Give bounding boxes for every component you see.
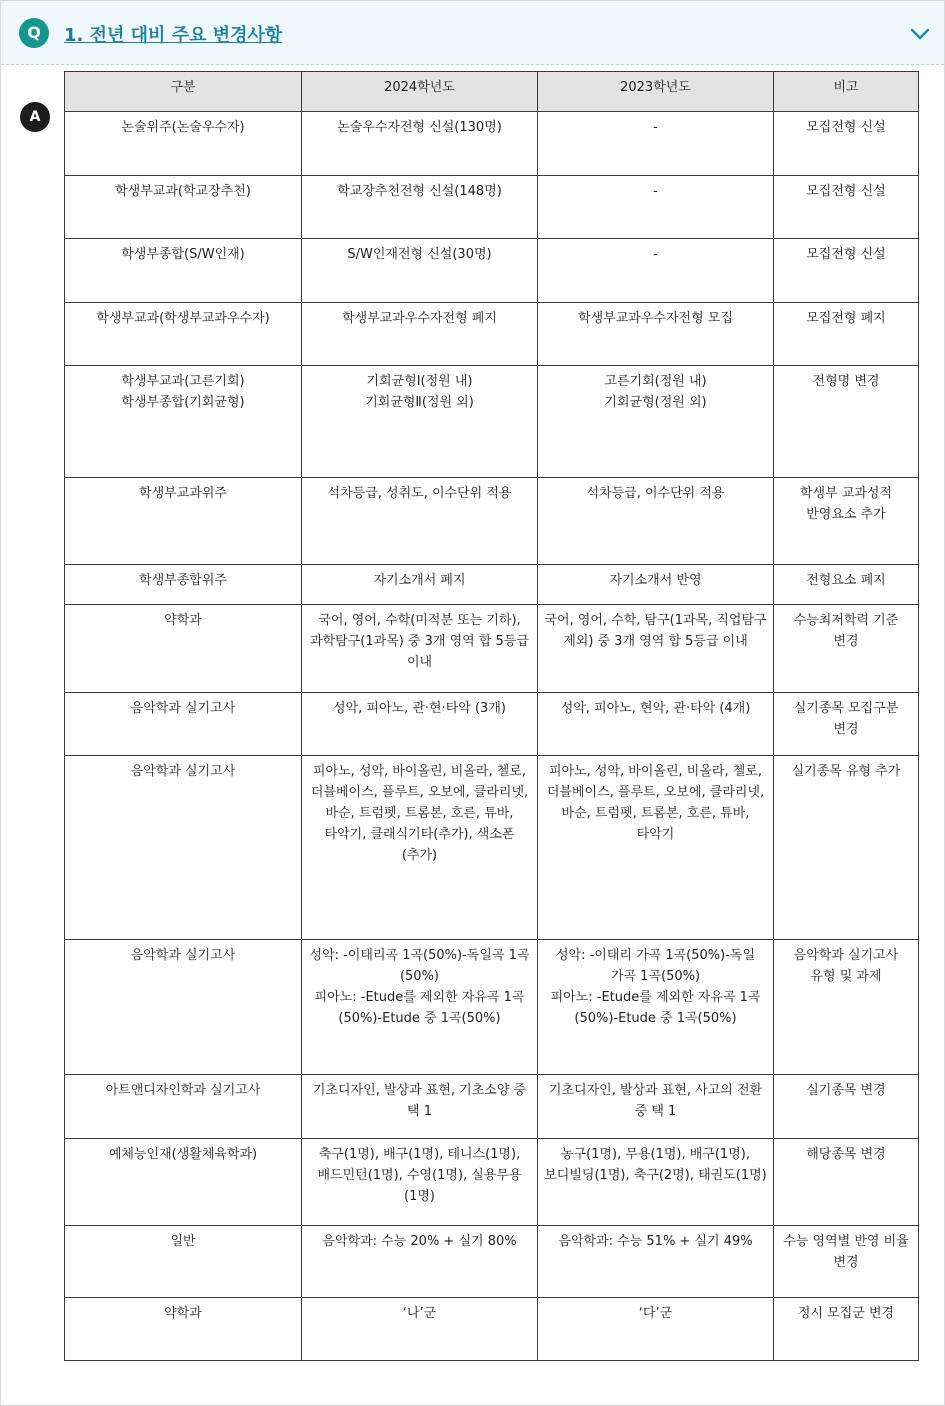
header-note: 비고 [774,72,919,112]
table-header-row [65,72,919,112]
cell-2023: 성악, 피아노, 현악, 관·타악 (4개) [538,693,774,756]
cell-note: 전형명 변경 [774,366,919,478]
cell-note: 모집전형 신설 [774,112,919,176]
cell-2023: 피아노, 성악, 바이올린, 비올라, 첼로, 더블베이스, 플루트, 오보에, 클라리넷, 바순, 트럼펫, 트롬본, 호른, 튜바, 타악기 [538,756,774,940]
cell-2023: 고른기회(정원 내) 기회균형(정원 외) [538,366,774,478]
cell-2023: 음악학과: 수능 51% + 실기 49% [538,1226,774,1298]
chevron-down-icon[interactable] [907,23,933,45]
cell-category: 논술위주(논술우수자) [65,112,302,176]
cell-2023: 농구(1명), 무용(1명), 배구(1명), 보디빌딩(1명), 축구(2명), 태권도(1명) [538,1139,774,1226]
cell-category: 음악학과 실기고사 [65,940,302,1075]
header-2023: 2023학년도 [538,72,774,112]
table-row [65,940,919,1075]
cell-note: 수능 영역별 반영 비율 변경 [774,1226,919,1298]
cell-note: 모집전형 신설 [774,176,919,239]
question-badge: Q [19,18,49,48]
cell-category: 학생부종합위주 [65,565,302,605]
cell-2023: 국어, 영어, 수학, 탐구(1과목, 직업탐구 제외) 중 3개 영역 합 5등급 이내 [538,605,774,693]
table-row [65,239,919,303]
cell-category: 음악학과 실기고사 [65,756,302,940]
cell-2024: ‘나’군 [302,1298,538,1361]
cell-2024: 학교장추천전형 신설(148명) [302,176,538,239]
cell-category: 약학과 [65,605,302,693]
cell-2023: - [538,239,774,303]
cell-2023: 학생부교과우수자전형 모집 [538,303,774,366]
cell-2023: 기초디자인, 발상과 표현, 사고의 전환 중 택 1 [538,1075,774,1139]
table-row [65,112,919,176]
cell-2024: 음악학과: 수능 20% + 실기 80% [302,1226,538,1298]
cell-category: 예체능인재(생활체육학과) [65,1139,302,1226]
cell-note: 모집전형 폐지 [774,303,919,366]
cell-2024: 학생부교과우수자전형 폐지 [302,303,538,366]
cell-note: 실기종목 유형 추가 [774,756,919,940]
cell-note: 전형요소 폐지 [774,565,919,605]
cell-category: 약학과 [65,1298,302,1361]
table-row [65,1226,919,1298]
table-row [65,1075,919,1139]
cell-note: 모집전형 신설 [774,239,919,303]
table-row [65,176,919,239]
table-row [65,1298,919,1361]
table-row [65,565,919,605]
question-header[interactable] [1,1,944,65]
cell-2023: 석차등급, 이수단위 적용 [538,478,774,565]
cell-2024: 성악, 피아노, 관·현·타악 (3개) [302,693,538,756]
cell-note: 정시 모집군 변경 [774,1298,919,1361]
table-row [65,756,919,940]
table-row [65,366,919,478]
table-row [65,303,919,366]
table-row [65,605,919,693]
cell-note: 해당종목 변경 [774,1139,919,1226]
header-2024: 2024학년도 [302,72,538,112]
cell-2024: 국어, 영어, 수학(미적분 또는 기하), 과학탐구(1과목) 중 3개 영역 합 5등급 이내 [302,605,538,693]
header-category: 구분 [65,72,302,112]
cell-category: 학생부교과위주 [65,478,302,565]
changes-table [64,71,919,1361]
cell-2023: - [538,112,774,176]
cell-2023: 자기소개서 반영 [538,565,774,605]
answer-badge: A [20,102,50,132]
cell-2024: S/W인재전형 신설(30명) [302,239,538,303]
cell-2024: 자기소개서 폐지 [302,565,538,605]
cell-note: 실기종목 모집구분 변경 [774,693,919,756]
cell-2023: - [538,176,774,239]
cell-2024: 피아노, 성악, 바이올린, 비올라, 첼로, 더블베이스, 플루트, 오보에, 클라리넷, 바순, 트럼펫, 트롬본, 호른, 튜바, 타악기, 클래식기타(추가), 색소폰(추가) [302,756,538,940]
table-row [65,478,919,565]
question-title[interactable]: 1. 전년 대비 주요 변경사항 [64,25,283,46]
cell-note: 수능최저학력 기준 변경 [774,605,919,693]
cell-note: 음악학과 실기고사 유형 및 과제 [774,940,919,1075]
cell-2024: 축구(1명), 배구(1명), 테니스(1명), 배드민턴(1명), 수영(1명), 실용무용(1명) [302,1139,538,1226]
cell-category: 학생부교과(고른기회) 학생부종합(기회균형) [65,366,302,478]
cell-note: 학생부 교과성적 반영요소 추가 [774,478,919,565]
table-row [65,1139,919,1226]
cell-category: 아트앤디자인학과 실기고사 [65,1075,302,1139]
cell-category: 학생부교과(학생부교과우수자) [65,303,302,366]
cell-2024: 논술우수자전형 신설(130명) [302,112,538,176]
table-row [65,693,919,756]
cell-2023: 성악: -이태리 가곡 1곡(50%)-독일 가곡 1곡(50%) 피아노: -Etude를 제외한 자유곡 1곡(50%)-Etude 중 1곡(50%) [538,940,774,1075]
cell-2024: 기초디자인, 발상과 표현, 기초소양 중 택 1 [302,1075,538,1139]
cell-2024: 석차등급, 성취도, 이수단위 적용 [302,478,538,565]
cell-2024: 기회균형Ⅰ(정원 내) 기회균형Ⅱ(정원 외) [302,366,538,478]
cell-category: 음악학과 실기고사 [65,693,302,756]
cell-2023: ‘다’군 [538,1298,774,1361]
cell-2024: 성악: -이태리곡 1곡(50%)-독일곡 1곡(50%) 피아노: -Etude를 제외한 자유곡 1곡(50%)-Etude 중 1곡(50%) [302,940,538,1075]
cell-note: 실기종목 변경 [774,1075,919,1139]
cell-category: 학생부종합(S/W인재) [65,239,302,303]
cell-category: 학생부교과(학교장추천) [65,176,302,239]
cell-category: 일반 [65,1226,302,1298]
